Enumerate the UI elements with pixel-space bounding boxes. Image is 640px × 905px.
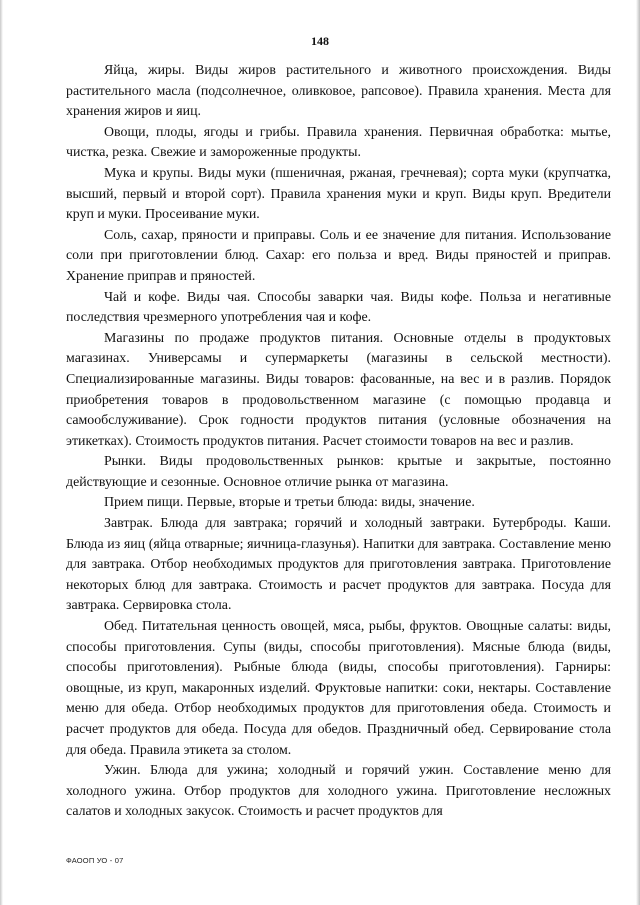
- footer-document-code: ФАООП УО - 07: [66, 856, 124, 865]
- scan-edge-right: [636, 0, 640, 905]
- page-number: 148: [311, 34, 329, 48]
- scan-edge-left: [0, 0, 3, 905]
- body-text: [66, 61, 611, 823]
- paragraph-eggs-fats: Яйца, жиры. Виды жиров растительного и животного происхождения. Виды растительного масла (подсолнечное, оливковое, рапсовое). Правила хранения. Места для хранения жиров и яиц.: [66, 63, 611, 120]
- paragraph-markets: Рынки. Виды продовольственных рынков: крытые и закрытые, постоянно действующие и сезонные. Основное отличие рынка от магазина.: [66, 454, 611, 490]
- paragraph-salt-sugar: Соль, сахар, пряности и приправы. Соль и ее значение для питания. Использование соли при приготовлении блюд. Сахар: его польза и вред. Виды пряностей и приправ. Хранение приправ и пряностей.: [66, 227, 611, 284]
- paragraph-vegetables: Овощи, плоды, ягоды и грибы. Правила хранения. Первичная обработка: мытье, чистка, резка. Свежие и замороженные продукты.: [66, 124, 611, 161]
- paragraph-flour-grains: Мука и крупы. Виды муки (пшеничная, ржаная, гречневая); сорта муки (крупчатка, высший, первый и второй сорт). Правила хранения муки и круп. Виды круп. Вредители круп и муки. Просеивание муки.: [66, 165, 611, 223]
- paragraph-lunch: Обед. Питательная ценность овощей, мяса, рыбы, фруктов. Овощные салаты: виды, способы приготовления. Супы (виды, способы приготовления). Мясные блюда (виды, способы приготовления). Рыбные блюда (виды, способы приготовления). Гарниры: овощные, из круп, макаронных изделий. Фруктовые напитки: соки, нектары. Составление меню для обеда. Отбор необходимых продуктов для приготовления обеда. Стоимость и расчет продуктов для обеда. Посуда для обедов. Праздничный обед. Сервирование стола для обеда. Правила этикета за столом.: [66, 619, 611, 758]
- paragraph-meals: Прием пищи. Первые, вторые и третьи блюда: виды, значение.: [104, 495, 475, 511]
- paragraph-tea-coffee: Чай и кофе. Виды чая. Способы заварки чая. Виды кофе. Польза и негативные последствия чрезмерного употребления чая и кофе.: [66, 289, 611, 326]
- paragraph-dinner: Ужин. Блюда для ужина; холодный и горячий ужин. Составление меню для холодного ужина. Отбор продуктов для холодного ужина. Приготовление несложных салатов и холодных закусок. Стоимость и расчет продуктов для: [66, 763, 611, 820]
- paragraph-breakfast: Завтрак. Блюда для завтрака; горячий и холодный завтраки. Бутерброды. Каши. Блюда из яиц (яйца отварные; яичница-глазунья). Напитки для завтрака. Составление меню для завтрака. Отбор необходимых продуктов для приготовления завтрака. Приготовление некоторых блюд для завтрака. Стоимость и расчет продуктов для завтрака. Посуда для завтрака. Сервировка стола.: [66, 516, 611, 614]
- paragraph-shops: Магазины по продаже продуктов питания. Основные отделы в продуктовых магазинах. Универсамы и супермаркеты (магазины в сельской местности). Специализированные магазины. Виды товаров: фасованные, на вес и в разлив. Порядок приобретения товаров в продовольственном магазине (с помощью продавца и самообслуживание). Срок годности продуктов питания (условные обозначения на этикетках). Стоимость продуктов питания. Расчет стоимости товаров на вес и разлив.: [66, 330, 611, 449]
